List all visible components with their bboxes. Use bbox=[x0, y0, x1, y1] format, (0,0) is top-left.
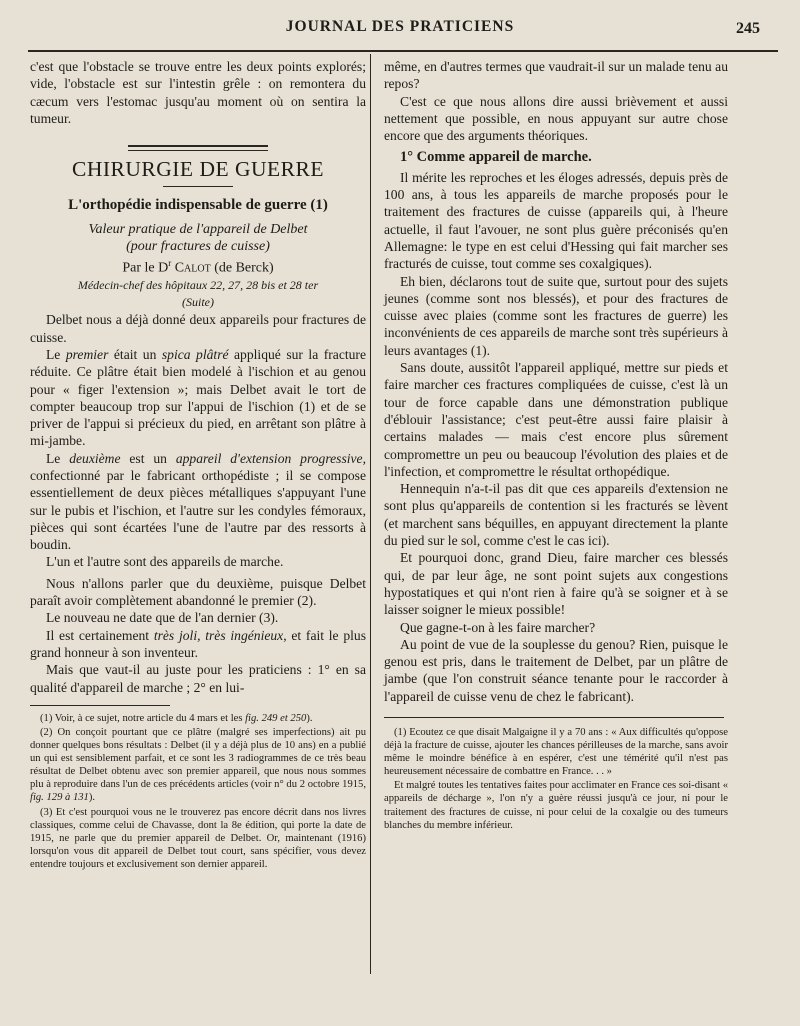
paragraph: Le deuxième est un appareil d'extension progressive, confectionné par le fabricant orthopédiste ; il se compose essentiellement de deux pièces métalliques s'appuyant l'une sur le pubis et l'ischion, et l'autre sur les condyles fémoraux, pièces qui sont écartées l'une de l'autre par des ressorts à boudin. bbox=[30, 450, 366, 553]
footnote-rule bbox=[384, 717, 724, 718]
section-rule-thin bbox=[128, 150, 268, 151]
section-rule-thick bbox=[128, 145, 268, 147]
footnote: (1) Voir, à ce sujet, notre article du 4 mars et les fig. 249 et 250). bbox=[40, 712, 313, 724]
paragraph: Nous n'allons parler que du deuxième, puisque Delbet paraît avoir complètement abandonné le premier (2). bbox=[30, 575, 366, 609]
paragraph: Mais que vaut-il au juste pour les praticiens : 1° en sa qualité d'appareil de marche ; 2° en lui- bbox=[30, 662, 366, 695]
article-subtitle-line2: (pour fractures de cuisse) bbox=[126, 238, 270, 254]
paragraph: Il est certainement très joli, très ingénieux, et fait le plus grand honneur à son inventeur. bbox=[30, 627, 366, 660]
intro-paragraph: c'est que l'obstacle se trouve entre les deux points explorés; vide, l'obstacle est sur l'intestin grêle : on remontera du cæcum vers l'estomac jusqu'au moment où on sentira la tumeur. bbox=[30, 59, 366, 126]
paragraph: C'est ce que nous allons dire aussi brièvement et aussi nettement que possible, en nous appuyant sur autre chose encore que des arguments théoriques. bbox=[384, 93, 728, 144]
paragraph: même, en d'autres termes que vaudrait-il sur un malade tenu au repos? bbox=[384, 59, 728, 92]
author-affiliation: Médecin-chef des hôpitaux 22, 27, 28 bis et 28 ter bbox=[77, 277, 319, 292]
right-column bbox=[384, 58, 728, 833]
left-column bbox=[30, 58, 366, 872]
paragraph: Il mérite les reproches et les éloges adressés, depuis près de 100 ans, à tous les appareils de marche proposés pour le traitement des fractures de cuisse (appareils qui, à l'heure actuelle, il faut l'avouer, ne sont plus guère préconisés qu'en Allemagne: le type en est celui d'Hessing qui fait marcher ses fracturés de cuisse, tout comme ses coxalgiques). bbox=[384, 169, 728, 272]
paragraph: Le nouveau ne date que de l'an dernier (3). bbox=[46, 610, 279, 626]
journal-title: JOURNAL DES PRATICIENS bbox=[285, 18, 515, 35]
footnote-rule bbox=[30, 705, 170, 706]
right-footnotes bbox=[384, 726, 728, 832]
header-rule bbox=[28, 50, 778, 52]
footnote: (1) Ecoutez ce que disait Malgaigne il y a 70 ans : « Aux difficultés qu'oppose déjà la fracture de cuisse, ajouter les chances périlleuses de la marche, sans avoir même le moindre bénéfice à en espérer, c'est une témérité qu'il n'est pas heureusement nécessaire de combattre en France. . . » bbox=[384, 726, 728, 778]
continuation-note: (Suite) bbox=[182, 295, 214, 310]
running-head bbox=[30, 14, 770, 40]
footnote: Et malgré toutes les tentatives faites pour acclimater en France ces soi-disant « appareils de décharge », l'on n'y a guère réussi jusqu'à ce jour, ni pour le traitement des fractures de cuisse, ni pour celui de la coxalgie ou des tumeurs blanches du membre inférieur. bbox=[384, 780, 728, 831]
footnote: (3) Et c'est pourquoi vous ne le trouverez pas encore décrit dans nos livres classiques, comme celui de Chavasse, dont la 8e édition, qui porte la date de 1915, ne parle que du premier appareil de Delbet. Or, maintenant (1916) lorsqu'on vous dit appareil de Delbet tout court, sans spécifier, vous devez entendre toujours et exclusivement son dernier appareil. bbox=[30, 806, 366, 870]
paragraph: Au point de vue de la souplesse du genou? Rien, puisque le genou est pris, dans le traitement de Delbet, par un plâtre de jambe (que l'on construit séance tenante pour le raccorder à l'appareil de cuisse venu de chez le fabricant). bbox=[384, 636, 728, 704]
byline-suffix: (de Berck) bbox=[214, 260, 274, 276]
byline-prefix: Par le D bbox=[122, 260, 169, 276]
paragraph: L'un et l'autre sont des appareils de marche. bbox=[46, 554, 284, 570]
left-body bbox=[30, 311, 366, 696]
column-divider bbox=[370, 54, 371, 974]
paragraph: Hennequin n'a-t-il pas dit que ces appareils d'extension ne sont plus qu'appareils de contention si les fracturés se lèvent (et marchent sans béquilles, en appuyant directement la plante du pied sur le sol, comme c'est le cas ici). bbox=[384, 481, 728, 549]
paragraph: Eh bien, déclarons tout de suite que, surtout pour des sujets jeunes (comme sont nos blessés), et pour des fractures de cuisse avec plaies (comme sont les fractures de guerre) les inconvénients de ces appareils de marche sont très supérieurs à leurs avantages (1). bbox=[384, 273, 728, 358]
paragraph: Et pourquoi donc, grand Dieu, faire marcher ces blessés qui, de par leur âge, ne sont point sujets aux congestions hypostatiques et qui n'ont rien à faire qu'à se soigner et à se laisser soigner le mieux possible! bbox=[384, 550, 728, 618]
paragraph: Delbet nous a déjà donné deux appareils pour fractures de cuisse. bbox=[30, 312, 366, 345]
article-subtitle-line1: Valeur pratique de l'appareil de Delbet bbox=[88, 221, 308, 237]
section-title: CHIRURGIE DE GUERRE bbox=[72, 157, 324, 182]
subsection-heading: 1° Comme appareil de marche. bbox=[400, 149, 592, 166]
title-divider bbox=[163, 186, 233, 187]
article-title: L'orthopédie indispensable de guerre (1) bbox=[68, 197, 328, 214]
paragraph: Que gagne-t-on à les faire marcher? bbox=[400, 619, 596, 635]
byline bbox=[30, 255, 366, 277]
left-footnotes bbox=[30, 712, 366, 871]
paragraph: Sans doute, aussitôt l'appareil appliqué, mettre sur pieds et faire marcher ces fractures compliquées de cuisse, c'est là un tour de force capable dans une démonstration publique d'éblouir l'assistance; c'est peut-être aussi faire plaisir à certains malades — mais c'est encore plus sûrement compromettre un peu ou beaucoup l'évolution des plaies et de l'infection, et compromettre le résultat orthopédique. bbox=[384, 360, 728, 479]
author-name: Calot bbox=[174, 260, 211, 276]
paragraph: Le premier était un spica plâtré appliqué sur la fracture réduite. Ce plâtre était bien modelé à l'ischion et au genou pour « figer l'extension »; mais Delbet avait le tort de compter beaucoup trop sur l'appui de l'ischion (1) et de se priver de l'appui si précieux du pied, en arrêtant son plâtre à mi-jambe. bbox=[30, 346, 366, 449]
page-number: 245 bbox=[736, 20, 760, 37]
byline-sup: r bbox=[168, 257, 172, 268]
footnote: (2) On conçoit pourtant que ce plâtre (malgré ses imperfections) ait pu donner quelques bons résultats : Delbet (il y a déjà plus de 10 ans) en a publié un qui est sensiblement parfait, et ce sont les 3 radiogrammes de ce très beau résultat de Delbet obtenu avec son premier appareil, que nous nous sommes plu à reproduire dans l'un de ces précédents articles (voir n° du 2 octobre 1915, fig. 129 à 131). bbox=[30, 726, 366, 804]
